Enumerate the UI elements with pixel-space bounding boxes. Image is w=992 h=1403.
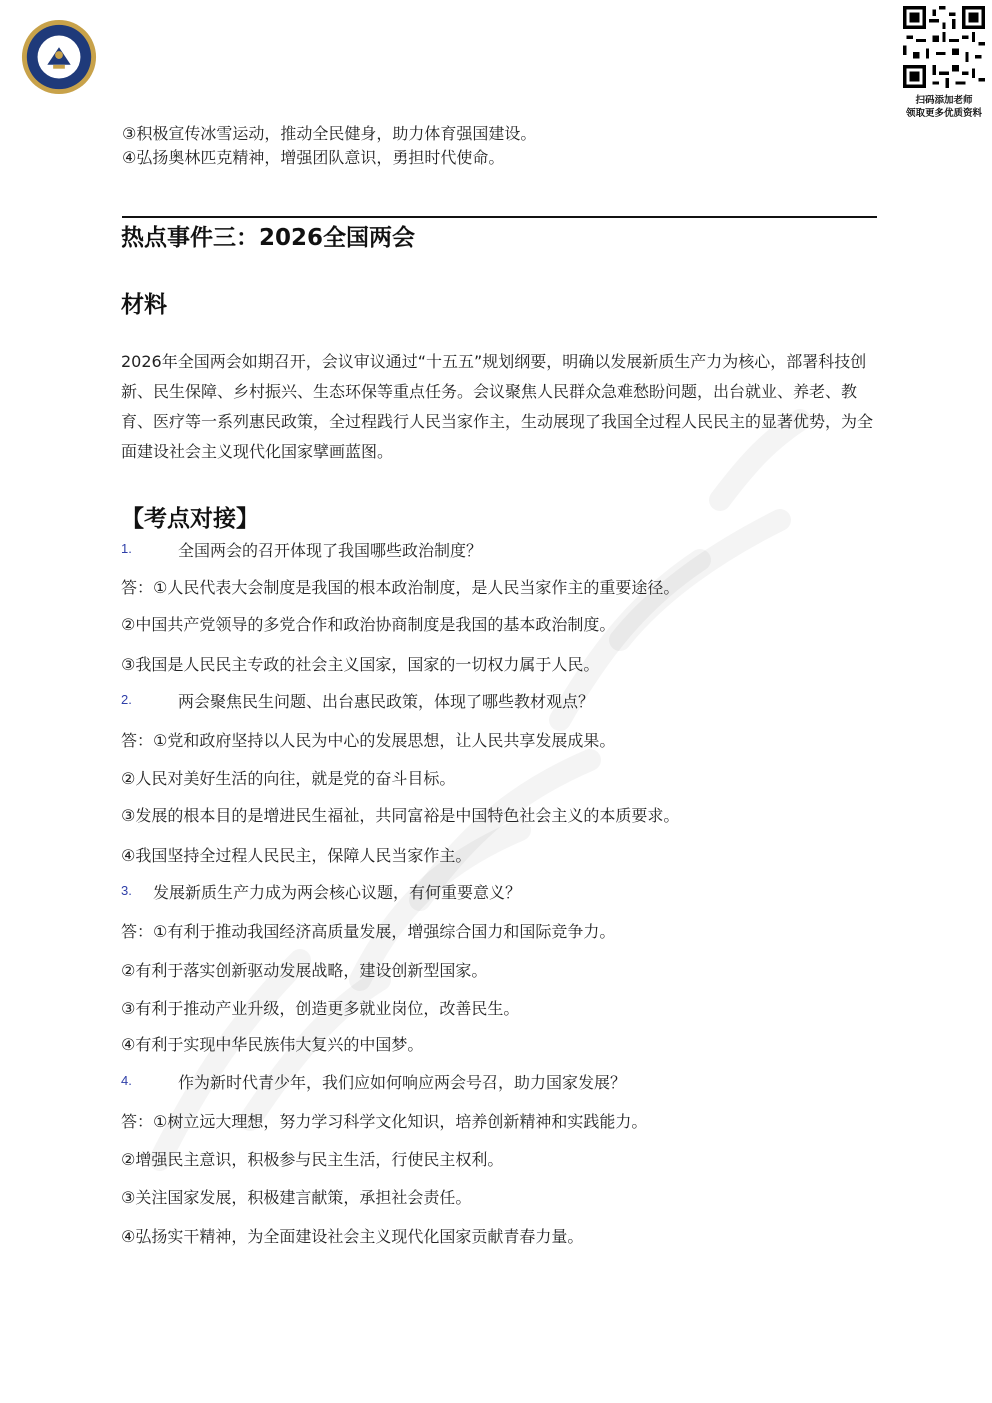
material-paragraph: 2026年全国两会如期召开，会议审议通过“十五五”规划纲要，明确以发展新质生产力为核心，部署科技创新、民生保障、乡村振兴、生态环保等重点任务。会议聚焦人民群众急难愁盼问题，出台就业、养老、教育、医疗等一系列惠民政策，全过程践行人民当家作主，生动展现了我国全过程人民民主的显著优势，为全面建设社会主义现代化国家擘画蓝图。	[121, 352, 874, 461]
material-heading: 材料	[121, 292, 167, 318]
answer-line: ②增强民主意识，积极参与民主生活，行使民主权利。	[121, 1150, 504, 1169]
answer-line: 答：①党和政府坚持以人民为中心的发展思想，让人民共享发展成果。	[121, 731, 616, 750]
answer-line: ③关注国家发展，积极建言献策，承担社会责任。	[121, 1188, 472, 1207]
answer-line: ④我国坚持全过程人民民主，保障人民当家作主。	[121, 846, 472, 865]
top-line-1: ③积极宣传冰雪运动，推动全民健身，助力体育强国建设。	[122, 124, 537, 143]
answer-line: ③发展的根本目的是增进民生福祉，共同富裕是中国特色社会主义的本质要求。	[121, 806, 680, 825]
school-logo	[20, 18, 98, 96]
qr-caption-line-2: 领取更多优质资料	[905, 108, 982, 119]
question-number: 1.	[121, 541, 132, 556]
answer-line: ②人民对美好生活的向往，就是党的奋斗目标。	[121, 769, 456, 788]
question-text: 全国两会的召开体现了我国哪些政治制度？	[178, 541, 483, 560]
answer-line: ③有利于推动产业升级，创造更多就业岗位，改善民生。	[121, 999, 520, 1018]
answer-line: ④有利于实现中华民族伟大复兴的中国梦。	[121, 1035, 424, 1054]
qr-caption	[898, 94, 990, 120]
question-number: 3.	[121, 883, 132, 898]
top-line-2: ④弘扬奥林匹克精神，增强团队意识，勇担时代使命。	[122, 148, 505, 167]
answer-line: 答：①有利于推动我国经济高质量发展，增强综合国力和国际竞争力。	[121, 922, 616, 941]
points-heading: 【考点对接】	[121, 506, 259, 532]
answer-line: 答：①树立远大理想，努力学习科学文化知识，培养创新精神和实践能力。	[121, 1112, 648, 1131]
heading-rule	[122, 216, 877, 218]
question-text: 发展新质生产力成为两会核心议题，有何重要意义？	[153, 883, 522, 902]
event-heading: 热点事件三：2026全国两会	[121, 225, 416, 251]
answer-line: ③我国是人民民主专政的社会主义国家，国家的一切权力属于人民。	[121, 655, 600, 674]
qr-block	[898, 6, 990, 120]
answer-line: ④弘扬实干精神，为全面建设社会主义现代化国家贡献青春力量。	[121, 1227, 584, 1246]
qr-caption-line-1: 扫码添加老师	[915, 95, 973, 106]
qr-code-icon	[903, 6, 985, 88]
answer-line: ②有利于落实创新驱动发展战略，建设创新型国家。	[121, 961, 488, 980]
question-text: 作为新时代青少年，我们应如何响应两会号召，助力国家发展？	[178, 1073, 627, 1092]
answer-line: 答：①人民代表大会制度是我国的根本政治制度，是人民当家作主的重要途径。	[121, 578, 680, 597]
answer-line: ②中国共产党领导的多党合作和政治协商制度是我国的基本政治制度。	[121, 615, 616, 634]
question-text: 两会聚焦民生问题、出台惠民政策，体现了哪些教材观点？	[178, 692, 595, 711]
question-number: 2.	[121, 692, 132, 707]
question-number: 4.	[121, 1073, 132, 1088]
